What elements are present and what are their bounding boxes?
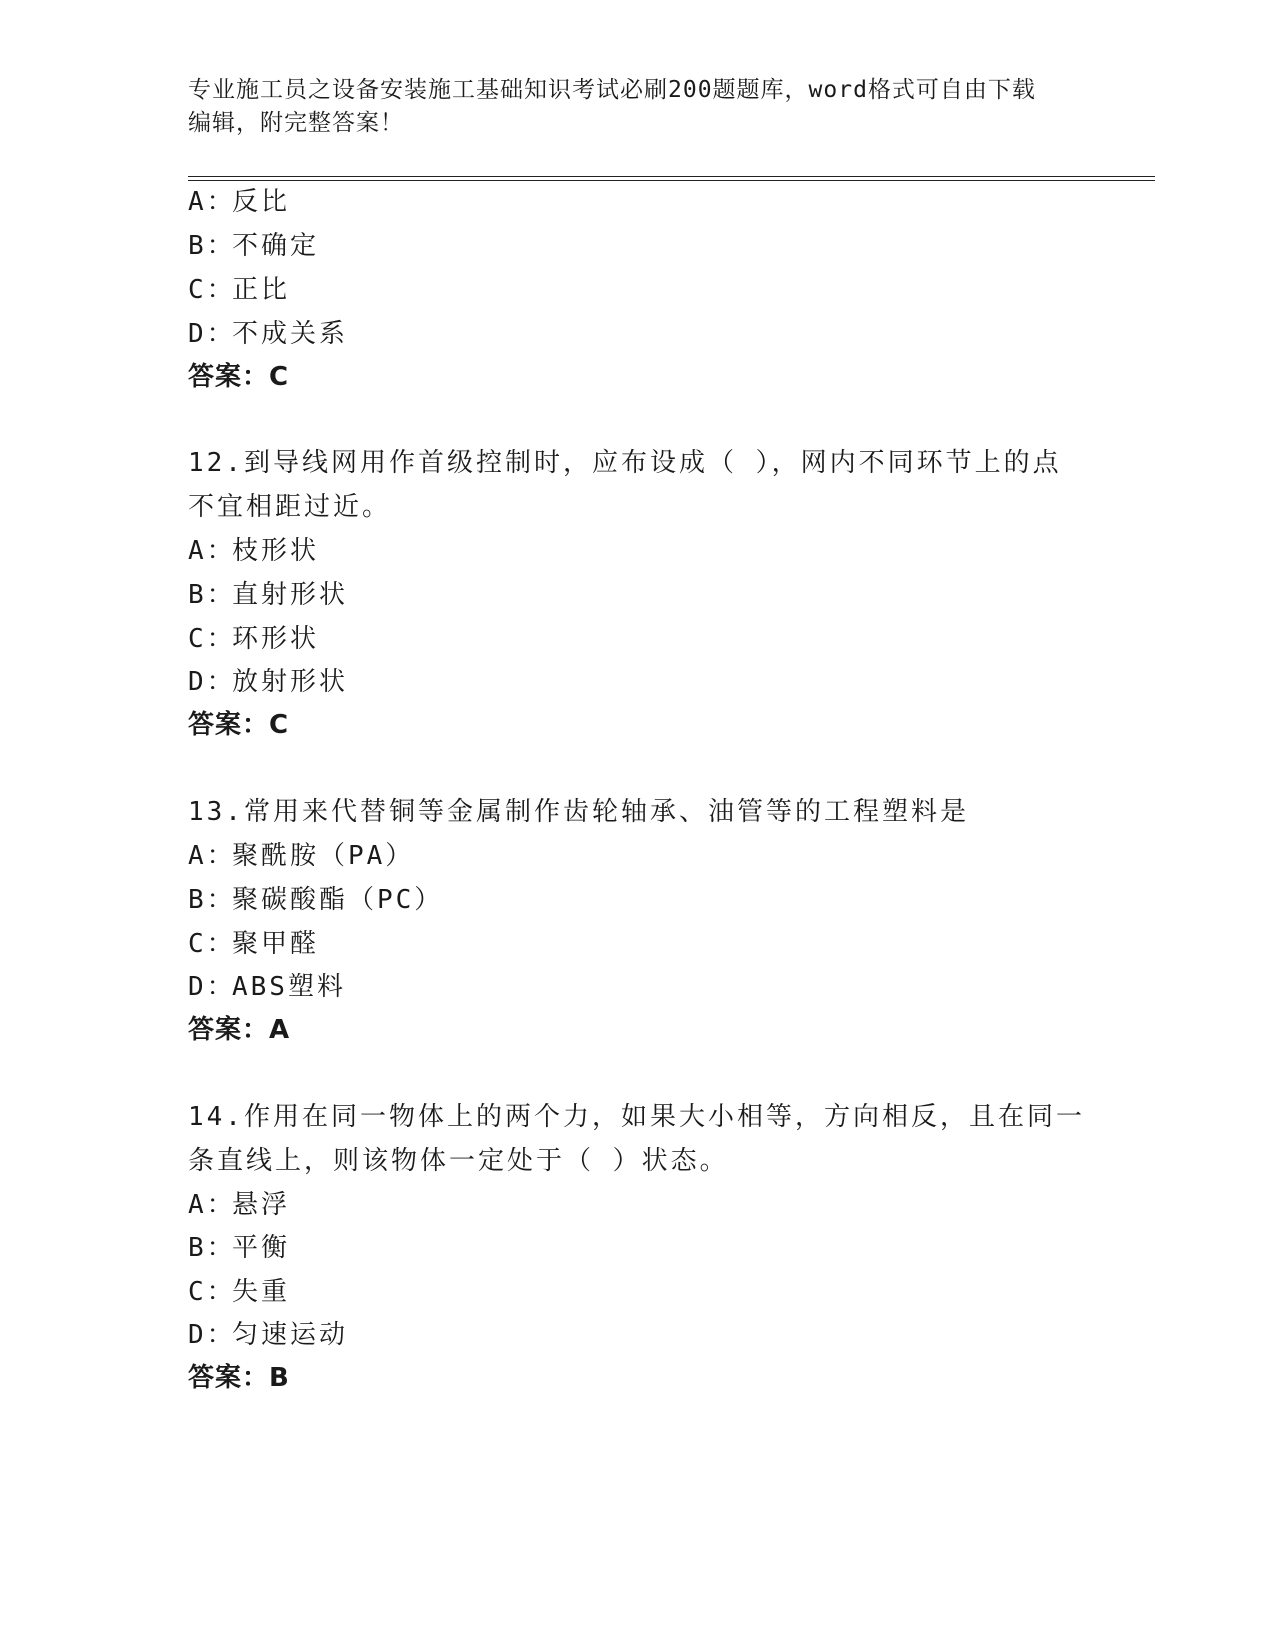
option-text: 聚碳酸酯（PC） [232, 885, 444, 915]
option-text: 匀速运动 [232, 1320, 349, 1350]
option-label: A： [188, 841, 236, 871]
q12-option-c [188, 623, 319, 655]
option-text: 枝形状 [232, 536, 320, 566]
header-divider [188, 176, 1155, 181]
q11-option-a [188, 186, 290, 218]
option-text: 正比 [232, 275, 291, 305]
q13-option-c [188, 928, 319, 960]
q13-option-b [188, 884, 443, 916]
header-line-2: 编辑，附完整答案！ [188, 110, 404, 136]
q12-option-b [188, 579, 348, 611]
q14-option-b [188, 1232, 290, 1264]
option-text: 不确定 [232, 231, 320, 261]
option-text: 悬浮 [232, 1190, 291, 1220]
option-text: 放射形状 [232, 667, 349, 697]
q14-option-d [188, 1319, 348, 1351]
option-label: D： [188, 667, 236, 697]
q13-option-d [188, 971, 346, 1003]
option-text: ABS塑料 [232, 972, 346, 1002]
option-text: 直射形状 [232, 580, 349, 610]
q11-option-c [188, 274, 290, 306]
header-line-1: 专业施工员之设备安装施工基础知识考试必刷200题题库，word格式可自由下载 [188, 77, 1036, 103]
option-text: 不成关系 [232, 319, 349, 349]
option-text: 反比 [232, 187, 291, 217]
q14-option-a [188, 1189, 290, 1221]
option-label: A： [188, 187, 236, 217]
q12-answer: 答案：C [188, 710, 290, 740]
option-label: D： [188, 972, 236, 1002]
option-label: D： [188, 319, 236, 349]
option-label: B： [188, 231, 236, 261]
option-label: C： [188, 929, 236, 959]
q13-answer: 答案：A [188, 1015, 291, 1045]
q13-stem-line-1: 13.常用来代替铜等金属制作齿轮轴承、油管等的工程塑料是 [188, 797, 969, 827]
document-header [188, 74, 1088, 140]
option-text: 平衡 [232, 1233, 291, 1263]
q14-option-c [188, 1276, 290, 1308]
q14-answer: 答案：B [188, 1363, 290, 1393]
q14-stem-line-2: 条直线上，则该物体一定处于（ ）状态。 [188, 1146, 729, 1176]
option-label: B： [188, 1233, 236, 1263]
option-label: B： [188, 885, 236, 915]
q11-answer: 答案：C [188, 362, 290, 392]
option-label: C： [188, 1277, 236, 1307]
q12-option-d [188, 666, 348, 698]
option-label: A： [188, 536, 236, 566]
q11-option-b [188, 230, 319, 262]
option-label: D： [188, 1320, 236, 1350]
option-label: A： [188, 1190, 236, 1220]
q13-option-a [188, 840, 414, 872]
option-label: B： [188, 580, 236, 610]
q12-stem-line-1: 12.到导线网用作首级控制时，应布设成（ ），网内不同环节上的点 [188, 448, 1062, 478]
q14-stem-line-1: 14.作用在同一物体上的两个力，如果大小相等，方向相反，且在同一 [188, 1102, 1085, 1132]
q11-option-d [188, 318, 348, 350]
option-label: C： [188, 275, 236, 305]
q12-stem-line-2: 不宜相距过近。 [188, 492, 392, 522]
option-text: 聚甲醛 [232, 929, 320, 959]
option-label: C： [188, 624, 236, 654]
q12-option-a [188, 535, 319, 567]
option-text: 失重 [232, 1277, 291, 1307]
option-text: 环形状 [232, 624, 320, 654]
option-text: 聚酰胺（PA） [232, 841, 415, 871]
